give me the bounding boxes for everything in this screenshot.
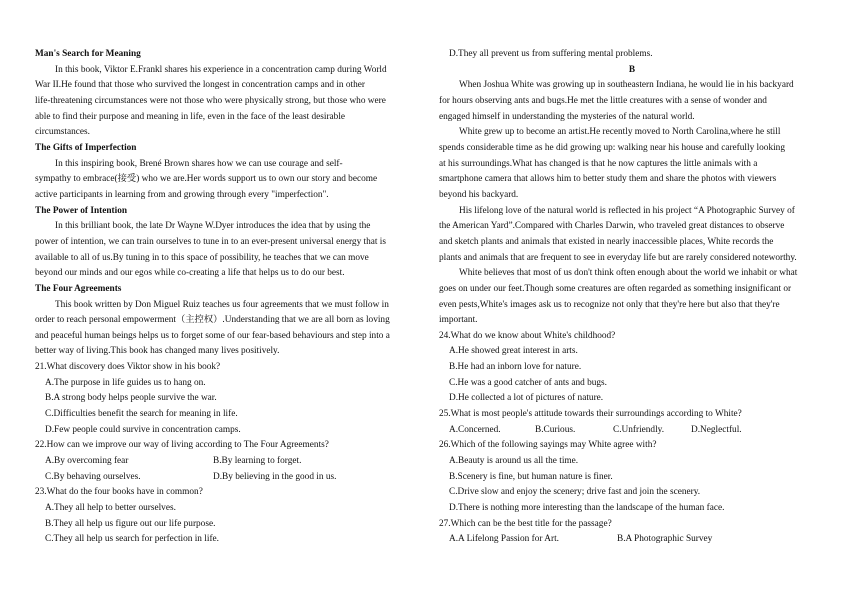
option-line: B.A Photographic Survey xyxy=(617,534,713,545)
paragraph-line: This book written by Don Miguel Ruiz teaches us four agreements that we must follow in xyxy=(55,299,389,310)
paragraph-line: In this brilliant book, the late Dr Wayne W.Dyer introduces the idea that by using the xyxy=(55,221,371,232)
paragraph-line: When Joshua White was growing up in southeastern Indiana, he would lie in his backyard xyxy=(459,80,794,91)
section-title: The Four Agreements xyxy=(35,283,122,294)
paragraph-line: at his surroundings.What has changed is that he now captures the little animals with a xyxy=(439,158,758,169)
option-row xyxy=(35,454,418,470)
option-line: D.They all prevent us from suffering mental problems. xyxy=(449,49,653,59)
paragraph-line: even pests,White's images ask us to recognize not only that they're here but also that they're xyxy=(439,299,780,310)
paragraph-line: sympathy to embrace(接受) who we are.Her words support us to own our story and become xyxy=(35,174,378,185)
option-line: B.They all help us figure out our life purpose. xyxy=(45,518,216,529)
paragraph-line: goes on under our feet.Though some creatures are often regarded as something insignificant or xyxy=(439,283,792,294)
paragraph-line: White believes that most of us don't think often enough about the world we inhabit or what xyxy=(459,268,798,279)
paragraph-line: beyond our minds and our egos while co-creating a life that helps us to do our best. xyxy=(35,268,345,279)
option-line: D.He collected a lot of pictures of nature. xyxy=(449,393,604,404)
question-25: 25.What is most people's attitude towards their surroundings according to White? xyxy=(439,409,742,420)
paragraph-line: and peaceful human beings helps us to forget some of our fear-based behaviours and step into a xyxy=(35,330,390,341)
question-23: 23.What do the four books have in common? xyxy=(35,487,203,498)
option-line: A.Concerned. xyxy=(449,424,501,435)
option-line: B.By learning to forget. xyxy=(213,456,302,467)
question-21: 21.What discovery does Viktor show in his book? xyxy=(35,362,221,373)
option-line: D.Neglectful. xyxy=(691,424,742,435)
paragraph-line: life-threatening circumstances were not those who were physically strong, but those who were xyxy=(35,95,386,106)
option-line: C.He was a good catcher of ants and bugs. xyxy=(449,377,608,388)
paragraph-line: In this inspiring book, Brené Brown shares how we can use courage and self- xyxy=(55,158,343,169)
paragraph-line: for hours observing ants and bugs.He met the little creatures with a sense of wonder and xyxy=(439,95,767,106)
option-row xyxy=(439,423,825,439)
option-line: C.By behaving ourselves. xyxy=(45,471,141,482)
paragraph-line: White grew up to become an artist.He recently moved to North Carolina,where he still xyxy=(459,127,781,138)
option-line: C.Drive slow and enjoy the scenery; drive fast and join the scenery. xyxy=(449,487,701,498)
section-title: The Power of Intention xyxy=(35,205,128,216)
option-line: A.Beauty is around us all the time. xyxy=(449,456,579,467)
left-column xyxy=(35,47,418,548)
option-line: B.Scenery is fine, but human nature is finer. xyxy=(449,471,613,482)
option-line: A.He showed great interest in arts. xyxy=(449,346,578,357)
option-line: D.By believing in the good in us. xyxy=(213,471,337,482)
question-22: 22.How can we improve our way of living according to The Four Agreements? xyxy=(35,440,329,451)
paragraph-line: active participants in learning from and growing through every "imperfection". xyxy=(35,189,329,200)
paragraph-line: In this book, Viktor E.Frankl shares his experience in a concentration camp during World xyxy=(55,64,387,75)
option-row xyxy=(35,470,418,486)
right-column xyxy=(439,47,825,548)
question-24: 24.What do we know about White's childhood? xyxy=(439,330,616,341)
option-line: B.He had an inborn love for nature. xyxy=(449,362,582,373)
option-line: A.They all help to better ourselves. xyxy=(45,503,176,514)
option-line: C.Unfriendly. xyxy=(613,424,665,435)
paragraph-line: and sketch plants and animals that existed in nearly inaccessible places, White records the xyxy=(439,236,774,247)
question-27: 27.Which can be the best title for the passage? xyxy=(439,518,612,529)
option-line: A.By overcoming fear xyxy=(45,456,129,467)
paragraph-line: engaged himself in understanding the mysteries of the natural world. xyxy=(439,111,695,122)
paragraph-line: War II.He found that those who survived the longest in concentration camps and in other xyxy=(35,80,365,91)
paragraph-line: His lifelong love of the natural world is reflected in his project “A Photographic Survey of xyxy=(459,205,795,216)
option-line: C.Difficulties benefit the search for meaning in life. xyxy=(45,409,238,420)
section-title: Man's Search for Meaning xyxy=(35,49,141,59)
option-line: A.The purpose in life guides us to hang on. xyxy=(45,377,206,388)
option-row xyxy=(439,532,825,548)
paragraph-line: available to all of us.By tuning in to this space of possibility, he teaches that we can move xyxy=(35,252,369,263)
paragraph-line: circumstances. xyxy=(35,127,90,138)
option-line: D.Few people could survive in concentration camps. xyxy=(45,424,241,435)
option-line: D.There is nothing more interesting than the landscape of the human face. xyxy=(449,503,725,514)
section-title: The Gifts of Imperfection xyxy=(35,142,137,153)
paragraph-line: power of intention, we can train ourselves to tune in to an ever-present universal energy that is xyxy=(35,236,387,247)
paragraph-line: spends considerable time as he did growing up: walking near his house and carefully looking xyxy=(439,142,785,153)
section-letter: B xyxy=(628,64,636,75)
question-26: 26.Which of the following sayings may White agree with? xyxy=(439,440,657,451)
paragraph-line: plants and animals that are frequent to see in everyday life but are rarely considered noteworthy. xyxy=(439,252,797,263)
option-line: C.They all help us search for perfection in life. xyxy=(45,534,219,545)
option-line: B.Curious. xyxy=(535,424,576,435)
paragraph-line: better way of living.This book has changed many lives positively. xyxy=(35,346,280,357)
option-line: A.A Lifelong Passion for Art. xyxy=(449,534,560,545)
paragraph-line: smartphone camera that allows him to better study them and share the photos with viewers xyxy=(439,174,777,185)
paragraph-line: beyond his backyard. xyxy=(439,189,519,200)
paragraph-line: the American Yard”.Compared with Charles Darwin, who traveled great distances to observe xyxy=(439,221,785,232)
paragraph-line: important. xyxy=(439,315,478,326)
option-line: B.A strong body helps people survive the war. xyxy=(45,393,217,404)
paragraph-line: order to reach personal empowerment（主控权）.Understanding that we are all born as loving xyxy=(35,315,390,326)
paragraph-line: able to find their purpose and meaning in life, even in the face of the least desirable xyxy=(35,111,346,122)
